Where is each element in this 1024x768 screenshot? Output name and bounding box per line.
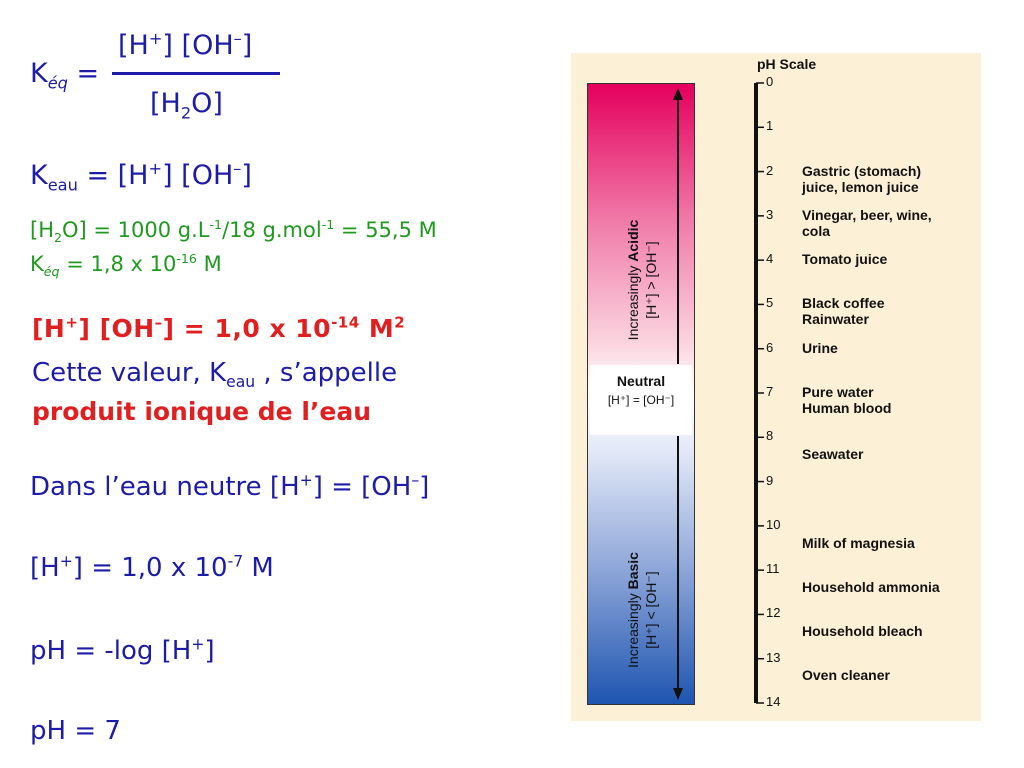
fraction-bar	[112, 72, 280, 75]
neutral-box: Neutral [H⁺] = [OH⁻]	[590, 365, 692, 435]
ph-example-label: Vinegar, beer, wine, cola	[802, 206, 932, 239]
ph-tick-label: 1	[766, 118, 774, 134]
acidic-label: Increasingly Acidic [H⁺] > [OH⁻]	[625, 219, 659, 341]
ph-tick-label: 5	[766, 295, 774, 311]
ph-tick-label: 13	[766, 649, 781, 665]
ph-tick-label: 12	[766, 605, 781, 621]
ph-tick-label: 2	[766, 162, 774, 178]
ph-seven-line: pH = 7	[30, 716, 121, 746]
keq-denominator: $[H_2O]$	[150, 88, 223, 123]
keq-value-line: $K_{éq} = 1,8$ x $10^{-16}$ M	[30, 251, 222, 280]
ph-tick-label: 14	[766, 694, 781, 709]
ph-tick-label: 9	[766, 472, 774, 488]
ph-example-label: Pure water Human blood	[802, 384, 892, 416]
keau-equation: $K_{eau} = [H^+]$ [OH–]	[30, 159, 252, 195]
ph-example-label: Gastric (stomach) juice, lemon juice	[802, 162, 922, 195]
water-concentration-line: $[H_2O] = 1000$ $g.L^{-1}/18$ g.mol$^{-1}$ = 55,5 M	[30, 217, 437, 246]
ph-example-label: Seawater	[802, 446, 864, 462]
ph-example-label: Household bleach	[802, 623, 923, 640]
ph-tick-label: 4	[766, 251, 774, 267]
keq-label: $K_{éq}$ =	[30, 58, 100, 93]
ionic-product-equation: [H+] [OH–] = 1,0 x $10^{-14}$ $M^2$	[32, 313, 406, 343]
ph-example-label: Oven cleaner	[802, 667, 890, 684]
ph-tick-label: 8	[766, 428, 774, 444]
ph-tick-label: 6	[766, 339, 774, 355]
ph-tick-label: 7	[766, 384, 774, 399]
ph-tick-label: 11	[766, 561, 780, 577]
ph-tick-label: 3	[766, 206, 774, 222]
h-concentration-line: [H+] = 1,0 x $10^{-7}$ M	[30, 552, 274, 583]
ph-scale-title: pH Scale	[757, 56, 817, 72]
keq-numerator: [H+] [OH–]	[118, 29, 253, 61]
produit-ionique-line: produit ionique de l’eau	[32, 397, 372, 426]
neutral-water-line: Dans l’eau neutre [H+] = [OH–]	[30, 471, 430, 502]
ph-example-label: Tomato juice	[802, 251, 888, 268]
ph-definition-line: pH = -log [H+]	[30, 635, 215, 666]
ph-example-label: Household ammonia	[802, 578, 940, 595]
ph-scale-axis	[571, 53, 981, 721]
ph-example-label: Milk of magnesia	[802, 534, 915, 551]
ph-scale-figure	[571, 53, 981, 721]
basic-label: Increasingly Basic [H⁺] < [OH⁻]	[625, 552, 659, 668]
ph-tick-label: 10	[766, 516, 781, 532]
cette-valeur-line: Cette valeur, $K_{eau}$ , s’appelle	[32, 358, 398, 392]
ph-tick-label: 0	[766, 74, 774, 89]
ph-example-label: Black coffee Rainwater	[802, 295, 885, 328]
ph-example-label: Urine	[802, 339, 838, 356]
